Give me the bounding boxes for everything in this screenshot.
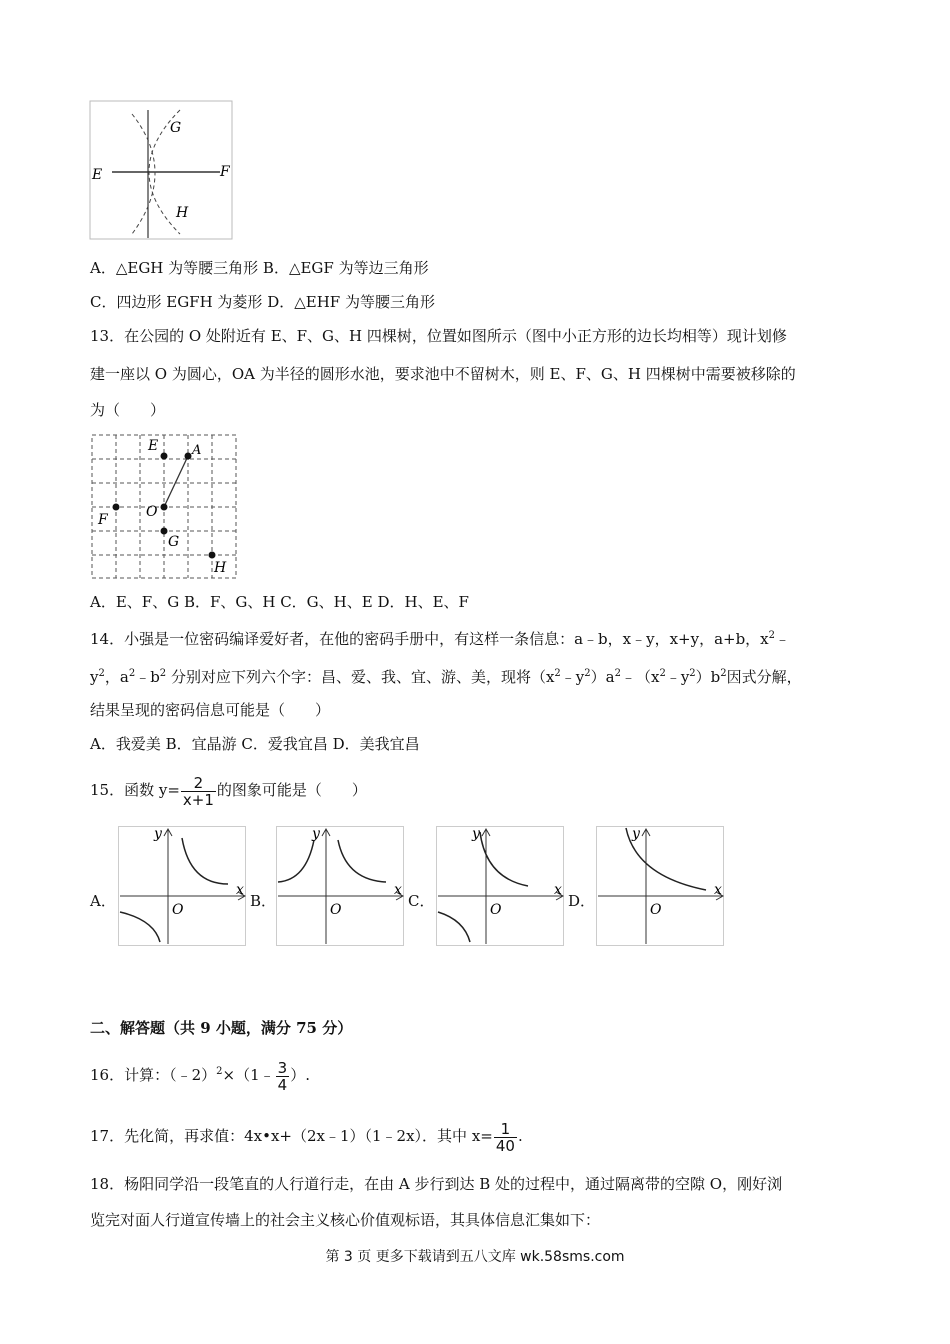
label-G: G (168, 534, 180, 550)
q16-fraction: $\frac{3}{4}$ (277, 1058, 288, 1094)
svg-text:O: O (172, 902, 184, 918)
svg-text:x: x (394, 882, 402, 898)
q12-figure (88, 100, 234, 242)
q15-graph-b (276, 826, 408, 948)
label-F: F (98, 512, 108, 528)
q14-line-3: 结果呈现的密码信息可能是（ ） (90, 701, 331, 719)
label-A: A (192, 443, 202, 458)
q12-options-1: A．△EGH 为等腰三角形 B．△EGF 为等边三角形 (90, 259, 429, 277)
q16: 16．计算：（﹣2）$^2$×（1﹣ $\frac{3}{4}$ ）. (90, 1058, 310, 1094)
q17-fraction: $\frac{1}{40}$ (495, 1119, 515, 1155)
label-G: G (170, 120, 182, 136)
svg-text:y: y (632, 826, 640, 842)
q15-stem: 15．函数 y= $\frac{2}{x+1}$ 的图象可能是（ ） (90, 773, 367, 809)
q15-option-c-label: C． (408, 892, 435, 910)
q13-options: A．E、F、G B．F、G、H C．G、H、E D．H、E、F (90, 593, 469, 611)
svg-text:O: O (330, 902, 342, 918)
label-E: E (92, 167, 103, 183)
q12-options-2: C．四边形 EGFH 为菱形 D．△EHF 为等腰三角形 (90, 293, 435, 311)
svg-text:y: y (312, 826, 320, 842)
label-H: H (214, 560, 227, 576)
label-O: O (146, 504, 158, 520)
svg-text:x: x (554, 882, 562, 898)
svg-text:y: y (154, 826, 162, 842)
svg-text:y: y (472, 826, 480, 842)
q13-line-3: 为（ ） (90, 401, 166, 419)
q17: 17．先化简，再求值：4x•x+（2x﹣1）（1﹣2x）．其中 x= $\frac{1}{40}$ . (90, 1119, 523, 1155)
svg-text:O: O (490, 902, 502, 918)
q13-line-1: 13．在公园的 O 处附近有 E、F、G、H 四棵树，位置如图所示（图中小正方形的边长均相等）现计划修 (90, 327, 787, 345)
svg-text:x: x (236, 882, 244, 898)
q13-line-2: 建一座以 O 为圆心，OA 为半径的圆形水池，要求池中不留树木，则 E、F、G、H 四棵树中需要被移除的 (90, 365, 796, 383)
q15-fraction: $\frac{2}{x+1}$ (182, 773, 214, 809)
q15-graph-d (596, 826, 728, 948)
q15-graph-c (436, 826, 568, 948)
q14-options: A．我爱美 B．宜晶游 C．爱我宜昌 D．美我宜昌 (90, 735, 420, 753)
q15-option-a-label: A． (90, 892, 116, 910)
label-H: H (176, 205, 189, 221)
q15-option-b-label: B． (250, 892, 277, 910)
q15-option-d-label: D． (568, 892, 596, 910)
label-E: E (148, 438, 159, 454)
section-2-heading: 二、解答题（共 9 小题，满分 75 分） (90, 1019, 353, 1037)
svg-text:x: x (714, 882, 722, 898)
q18-line-1: 18．杨阳同学沿一段笔直的人行道行走，在由 A 步行到达 B 处的过程中，通过隔离带的空隙 O，刚好浏 (90, 1175, 783, 1193)
q15-graph-a (118, 826, 250, 948)
page-footer: 第 3 页 更多下载请到五八文库 wk.58sms.com (325, 1249, 625, 1265)
q14-line-2: $y^2$，$a^2﹣b^2$ 分别对应下列六个字：昌、爱、我、宜、游、美，现将$(x^2﹣y^2)a^2﹣(x^2﹣y^2)b^2$因式分解， (90, 668, 802, 686)
svg-text:O: O (650, 902, 662, 918)
q18-line-2: 览完对面人行道宣传墙上的社会主义核心价值观标语，其具体信息汇集如下： (90, 1211, 601, 1229)
q13-grid-figure (90, 434, 240, 582)
label-F: F (220, 164, 230, 180)
q14-line-1: 14．小强是一位密码编译爱好者，在他的密码手册中，有这样一条信息：a﹣b，x﹣y，x+y，a+b，$x^2﹣$ (90, 630, 791, 648)
